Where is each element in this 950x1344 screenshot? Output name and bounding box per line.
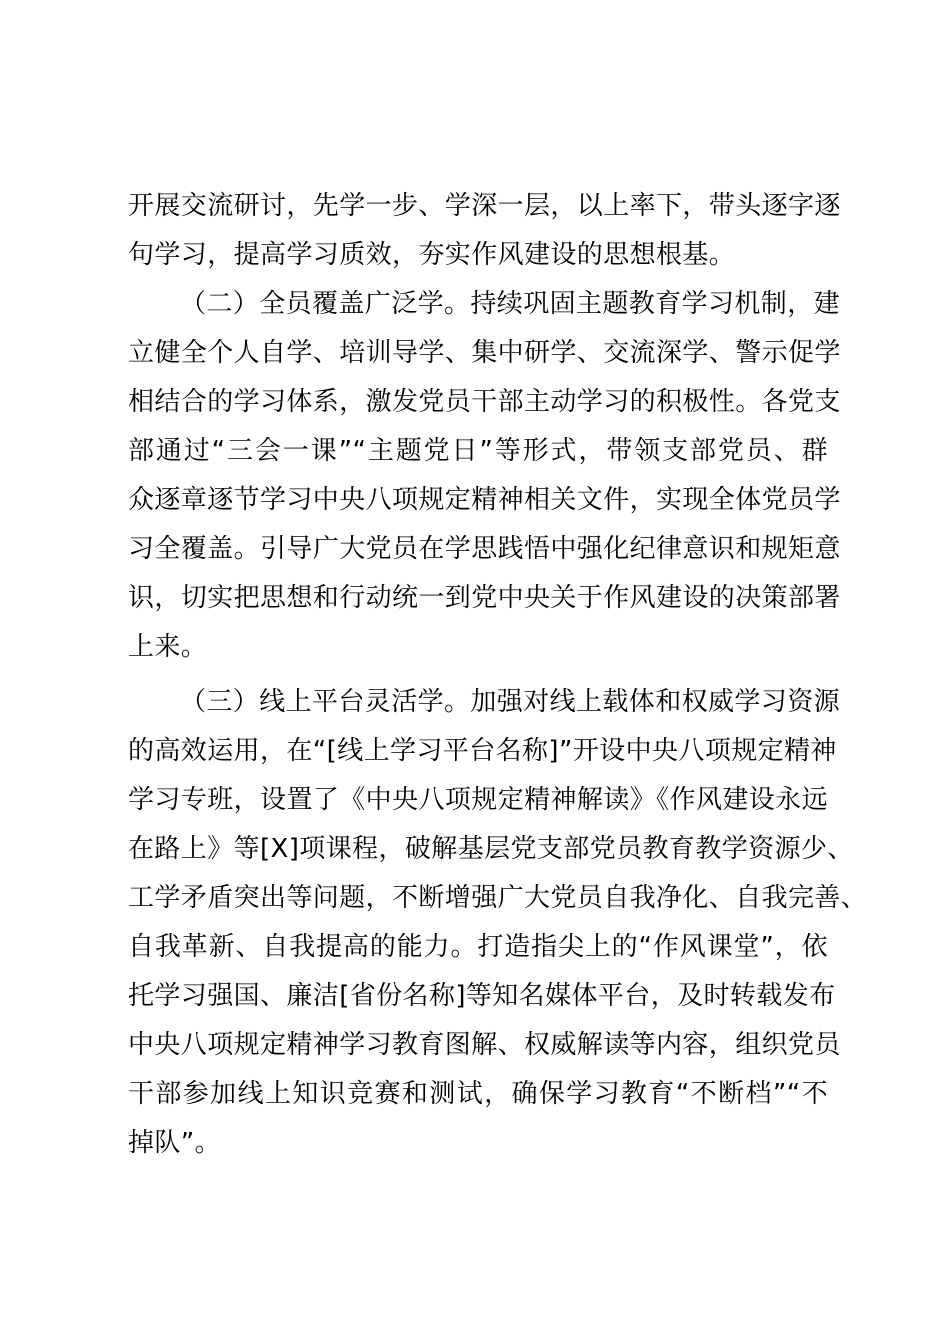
text-line: 工学矛盾突出等问题，不断增强广大党员自我净化、自我完善、: [128, 883, 868, 913]
text-line: 众逐章逐节学习中央八项规定精神相关文件，实现全体党员学: [128, 485, 841, 515]
text-line: 立健全个人自学、培训导学、集中研学、交流深学、警示促学: [128, 338, 841, 368]
text-line: 部通过“三会一课”“主题党日”等形式，带领支部党员、群: [128, 436, 828, 466]
text-line: 掉队”。: [128, 1128, 222, 1158]
text-line: 干部参加线上知识竞赛和测试，确保学习教育“不断档”“不: [128, 1079, 828, 1109]
text-line: 自我革新、自我提高的能力。打造指尖上的“作风课堂”，依: [128, 932, 828, 962]
text-line: 相结合的学习体系，激发党员干部主动学习的积极性。各党支: [128, 387, 841, 417]
text-line: 识，切实把思想和行动统一到党中央关于作风建设的决策部署: [128, 583, 841, 613]
text-line: 开展交流研讨，先学一步、学深一层，以上率下，带头逐字逐: [128, 191, 841, 221]
text-line: 句学习，提高学习质效，夯实作风建设的思想根基。: [128, 240, 736, 270]
text-line: 托学习强国、廉洁[省份名称]等知名媒体平台，及时转载发布: [128, 981, 836, 1011]
text-line: 的高效运用，在“[线上学习平台名称]”开设中央八项规定精神: [128, 736, 837, 766]
text-line: 在路上》等[X]项课程，破解基层党支部党员教育教学资源少、: [128, 834, 854, 864]
text-line: 学习专班，设置了《中央八项规定精神解读》《作风建设永远: [128, 785, 828, 815]
section-heading-line: （三）线上平台灵活学。加强对线上载体和权威学习资源: [180, 687, 841, 717]
text-line: 上来。: [128, 632, 208, 662]
text-line: 中央八项规定精神学习教育图解、权威解读等内容，组织党员: [128, 1030, 841, 1060]
text-line: 习全覆盖。引导广大党员在学思践悟中强化纪律意识和规矩意: [128, 534, 841, 564]
section-heading-line: （二）全员覆盖广泛学。持续巩固主题教育学习机制，建: [180, 289, 841, 319]
